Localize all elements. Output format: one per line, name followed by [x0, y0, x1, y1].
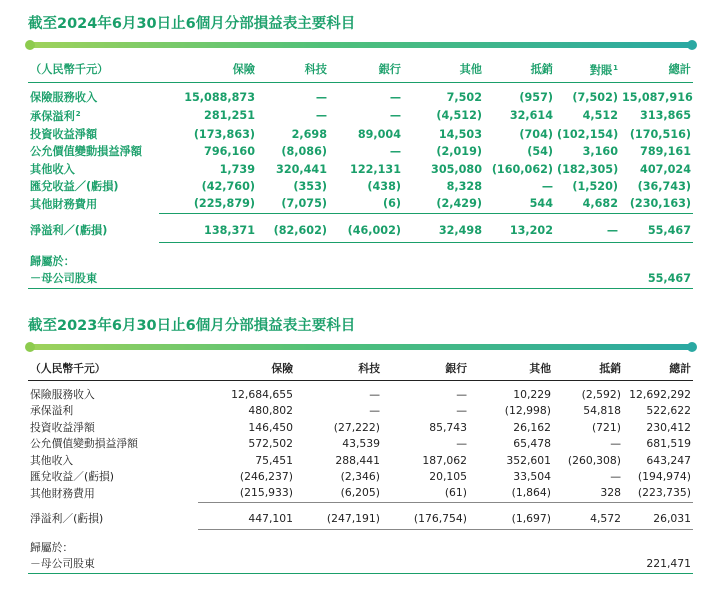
row-label-text: 投資收益淨額 [30, 420, 95, 434]
cell-value: 544 [484, 195, 555, 213]
empty-cell [555, 270, 620, 288]
spacer-cell [555, 242, 620, 253]
cell-value: — [456, 437, 467, 451]
parent-shareholders-label: －母公司股東 [28, 270, 159, 288]
cell-value: 522,622 [646, 404, 691, 418]
parent-shareholders-row [28, 556, 693, 573]
footnote-marker: 1 [613, 64, 618, 72]
spacer-cell [620, 242, 693, 253]
cell-value: (6,205) [295, 485, 382, 502]
cell-value: 65,478 [513, 437, 551, 451]
col-header-elimination: 抵銷 [553, 358, 623, 381]
attributable-label: 歸屬於： [30, 540, 74, 554]
cell-value: 789,161 [640, 145, 691, 159]
row-label-text: 其他收入 [30, 453, 74, 467]
table-2023 [28, 358, 693, 574]
empty-cell [198, 556, 295, 573]
cell-value: 572,502 [248, 437, 293, 451]
table-row [28, 126, 693, 143]
cell-value: (4,512) [436, 109, 482, 123]
cell-value: 230,412 [646, 420, 691, 434]
row-label [28, 387, 198, 403]
spacer-cell [484, 242, 555, 253]
col-header-insurance: 保險 [159, 57, 257, 83]
cell-value: 643,247 [646, 453, 691, 467]
cell-value: (12,998) [504, 404, 551, 418]
spacer-cell [198, 529, 295, 540]
net-profit-value: 4,572 [553, 509, 623, 530]
cell-value: (438) [367, 180, 401, 194]
cell-value: (7,502) [572, 91, 618, 104]
row-label [28, 403, 198, 419]
cell-value: 3,160 [582, 145, 618, 159]
spacer-cell [382, 529, 469, 540]
cell-value: 288,441 [335, 453, 380, 467]
cell-value: 187,062 [422, 453, 467, 467]
parent-shareholders-value: 55,467 [620, 270, 693, 288]
cell-value: 43,539 [342, 437, 380, 451]
col-header-elimination: 抵銷 [484, 57, 555, 83]
cell-value: (2,019) [436, 145, 482, 159]
row-label-text: 匯兌收益／(虧損) [30, 470, 115, 484]
empty-cell [382, 556, 469, 573]
row-label-text: 承保溢利 [30, 110, 75, 124]
cell-value: 12,684,655 [231, 388, 293, 401]
cell-value: 15,087,916 [622, 91, 693, 104]
table-row [28, 403, 693, 419]
row-label-text: 保險服務收入 [30, 388, 95, 401]
net-profit-label: 淨溢利／(虧損) [30, 512, 104, 526]
cell-value: 480,802 [248, 404, 293, 418]
net-profit-value: 26,031 [623, 509, 693, 530]
row-label-text: 其他財務費用 [30, 197, 98, 211]
row-label-text: 承保溢利 [30, 404, 74, 418]
cell-value: (704) [519, 127, 553, 141]
col-header-technology: 科技 [257, 57, 329, 83]
bar-dot-left [25, 40, 35, 50]
cell-value: 26,162 [513, 420, 551, 434]
table-2024 [28, 57, 693, 289]
empty-cell [469, 556, 553, 573]
table-row [28, 485, 693, 502]
cell-value: (170,516) [629, 127, 691, 141]
cell-value: (260,308) [567, 453, 621, 467]
empty-cell [553, 556, 623, 573]
unit-label: （人民幣千元） [28, 358, 198, 381]
decorative-gradient-bar [28, 42, 693, 48]
decorative-gradient-bar [28, 344, 693, 350]
table-row [28, 420, 693, 436]
col-header-others: 其他 [469, 358, 553, 381]
cell-value: (42,760) [201, 180, 255, 194]
cell-value: (182,305) [557, 162, 619, 176]
table-title-2023: 截至2023年6月30日止6個月分部損益表主要科目 [28, 318, 356, 334]
cell-value: (246,237) [239, 470, 293, 484]
cell-value: (36,743) [637, 180, 691, 194]
table-row [28, 161, 693, 178]
cell-value: 85,743 [429, 420, 467, 434]
col-header-banking: 銀行 [329, 57, 403, 83]
cell-value: 14,503 [438, 127, 482, 141]
cell-value: (7,075) [257, 195, 329, 213]
gap-row [28, 529, 693, 540]
cell-value: 352,601 [506, 453, 551, 467]
parent-shareholders-row [28, 270, 693, 288]
table-row [28, 469, 693, 485]
col-header-total: 總計 [623, 358, 693, 381]
cell-value: (215,933) [198, 485, 295, 502]
cell-value: (102,154) [557, 127, 619, 141]
col-header-technology: 科技 [295, 358, 382, 381]
row-label [28, 126, 159, 143]
bar-dot-right [687, 342, 697, 352]
unit-label: （人民幣千元） [28, 57, 159, 83]
table-row [28, 178, 693, 195]
cell-value: — [369, 388, 380, 401]
row-label [28, 453, 198, 469]
row-label [28, 106, 159, 125]
spacer-cell [469, 529, 553, 540]
empty-cell [159, 270, 257, 288]
cell-value: 796,160 [204, 145, 255, 159]
empty-cell [484, 270, 555, 288]
cell-value: 1,739 [219, 162, 255, 176]
row-label [28, 195, 159, 213]
row-label [28, 469, 198, 485]
cell-value: — [389, 91, 401, 104]
segment-table-2023 [28, 316, 693, 574]
cell-value: — [456, 404, 467, 418]
cell-value: 89,004 [357, 127, 401, 141]
table-row [28, 387, 693, 403]
cell-value: — [315, 91, 327, 104]
spacer-cell [623, 529, 693, 540]
cell-value: 75,451 [255, 453, 293, 467]
table-header-row [28, 358, 693, 381]
cell-value: (353) [293, 180, 327, 194]
net-profit-row [28, 220, 693, 243]
net-profit-value: (46,002) [329, 220, 403, 243]
gap-row [28, 242, 693, 253]
cell-value: (1,864) [469, 485, 553, 502]
cell-value: 54,818 [583, 404, 621, 418]
cell-value: 146,450 [248, 420, 293, 434]
bar-dot-right [687, 40, 697, 50]
cell-value: — [389, 109, 401, 123]
attributable-label: 歸屬於： [30, 254, 75, 268]
spacer-cell [329, 242, 403, 253]
net-profit-value: 138,371 [159, 220, 257, 243]
row-label [28, 420, 198, 436]
cell-value: 305,080 [431, 162, 482, 176]
cell-value: 681,519 [646, 437, 691, 451]
net-profit-value: (247,191) [295, 509, 382, 530]
cell-value: (61) [382, 485, 469, 502]
cell-value: 320,441 [276, 162, 327, 176]
cell-value: 33,504 [513, 470, 551, 484]
cell-value: 4,512 [582, 109, 618, 123]
cell-value: (54) [527, 145, 553, 159]
cell-value: — [541, 180, 553, 194]
parent-shareholders-label: －母公司股東 [28, 556, 198, 573]
cell-value: — [389, 145, 401, 159]
spacer-cell [159, 242, 257, 253]
attributable-row [28, 540, 693, 556]
cell-value: — [315, 109, 327, 123]
cell-value: (173,863) [193, 127, 255, 141]
empty-cell [403, 270, 484, 288]
cell-value: (160,062) [491, 162, 553, 176]
cell-value: 8,328 [446, 180, 482, 194]
row-label-text: 保險服務收入 [30, 91, 98, 104]
spacer-cell [403, 242, 484, 253]
segment-table-2024 [28, 14, 693, 289]
cell-value: (2,346) [340, 470, 380, 484]
table-row [28, 143, 693, 160]
net-profit-row [28, 509, 693, 530]
cell-value: (225,879) [159, 195, 257, 213]
cell-value: 328 [553, 485, 623, 502]
spacer-cell [28, 529, 198, 540]
cell-value: — [610, 437, 621, 451]
net-profit-value: (1,697) [469, 509, 553, 530]
empty-cell [295, 556, 382, 573]
empty-cell [329, 270, 403, 288]
parent-shareholders-value: 221,471 [623, 556, 693, 573]
col-header-banking: 銀行 [382, 358, 469, 381]
cell-value: (2,429) [403, 195, 484, 213]
net-profit-value: (176,754) [382, 509, 469, 530]
cell-value: 4,682 [555, 195, 620, 213]
cell-value: (6) [329, 195, 403, 213]
row-label-text: 投資收益淨額 [30, 127, 98, 141]
cell-value: — [369, 404, 380, 418]
cell-value: (194,974) [637, 470, 691, 484]
cell-value: 15,088,873 [184, 91, 255, 104]
table-row [28, 436, 693, 452]
net-profit-value: 32,498 [403, 220, 484, 243]
table-header-row [28, 57, 693, 83]
empty-cell [257, 270, 329, 288]
table-row [28, 195, 693, 213]
row-label-text: 其他財務費用 [30, 486, 95, 500]
cell-value: 281,251 [204, 109, 255, 123]
cell-value: (2,592) [581, 388, 621, 401]
row-label [28, 485, 198, 502]
cell-value: (1,520) [572, 180, 618, 194]
row-label-text: 匯兌收益／(虧損) [30, 180, 119, 194]
table-row [28, 453, 693, 469]
col-header-reconciliation: 對賬$^1$ [555, 57, 620, 83]
row-label [28, 436, 198, 452]
cell-value: 20,105 [429, 470, 467, 484]
cell-value: 7,502 [446, 91, 482, 104]
net-profit-value: 55,467 [620, 220, 693, 243]
cell-value: (223,735) [623, 485, 693, 502]
cell-value: (27,222) [333, 420, 380, 434]
row-label [28, 143, 159, 160]
cell-value: — [456, 388, 467, 401]
cell-value: (8,086) [281, 145, 327, 159]
col-header-total: 總計 [620, 57, 693, 83]
cell-value: 12,692,292 [629, 388, 691, 401]
table-title-2024: 截至2024年6月30日止6個月分部損益表主要科目 [28, 16, 356, 32]
cell-value: 313,865 [640, 109, 691, 123]
cell-value: (957) [519, 91, 553, 104]
cell-value: — [610, 470, 621, 484]
bar-dot-left [25, 342, 35, 352]
spacer-cell [257, 242, 329, 253]
table-row [28, 89, 693, 106]
col-header-insurance: 保險 [198, 358, 295, 381]
table-row [28, 106, 693, 125]
cell-value: 32,614 [509, 109, 553, 123]
row-label-text: 公允價值變動損益淨額 [30, 145, 142, 159]
spacer-cell [295, 529, 382, 540]
net-profit-value: 447,101 [198, 509, 295, 530]
net-profit-value: (82,602) [257, 220, 329, 243]
footnote-marker: 2 [75, 110, 81, 119]
cell-value: 122,131 [350, 162, 401, 176]
spacer-cell [553, 529, 623, 540]
net-profit-label: 淨溢利／(虧損) [30, 224, 108, 238]
cell-value: (230,163) [620, 195, 693, 213]
net-profit-value: — [555, 220, 620, 243]
row-label-text: 其他收入 [30, 162, 75, 176]
col-header-others: 其他 [403, 57, 484, 83]
cell-value: 407,024 [640, 162, 691, 176]
row-label [28, 178, 159, 195]
cell-value: 10,229 [513, 388, 551, 401]
cell-value: 2,698 [291, 127, 327, 141]
net-profit-value: 13,202 [484, 220, 555, 243]
row-label [28, 161, 159, 178]
attributable-row [28, 253, 693, 270]
spacer-cell [28, 242, 159, 253]
row-label [28, 89, 159, 106]
cell-value: (721) [591, 420, 621, 434]
row-label-text: 公允價值變動損益淨額 [30, 437, 138, 451]
